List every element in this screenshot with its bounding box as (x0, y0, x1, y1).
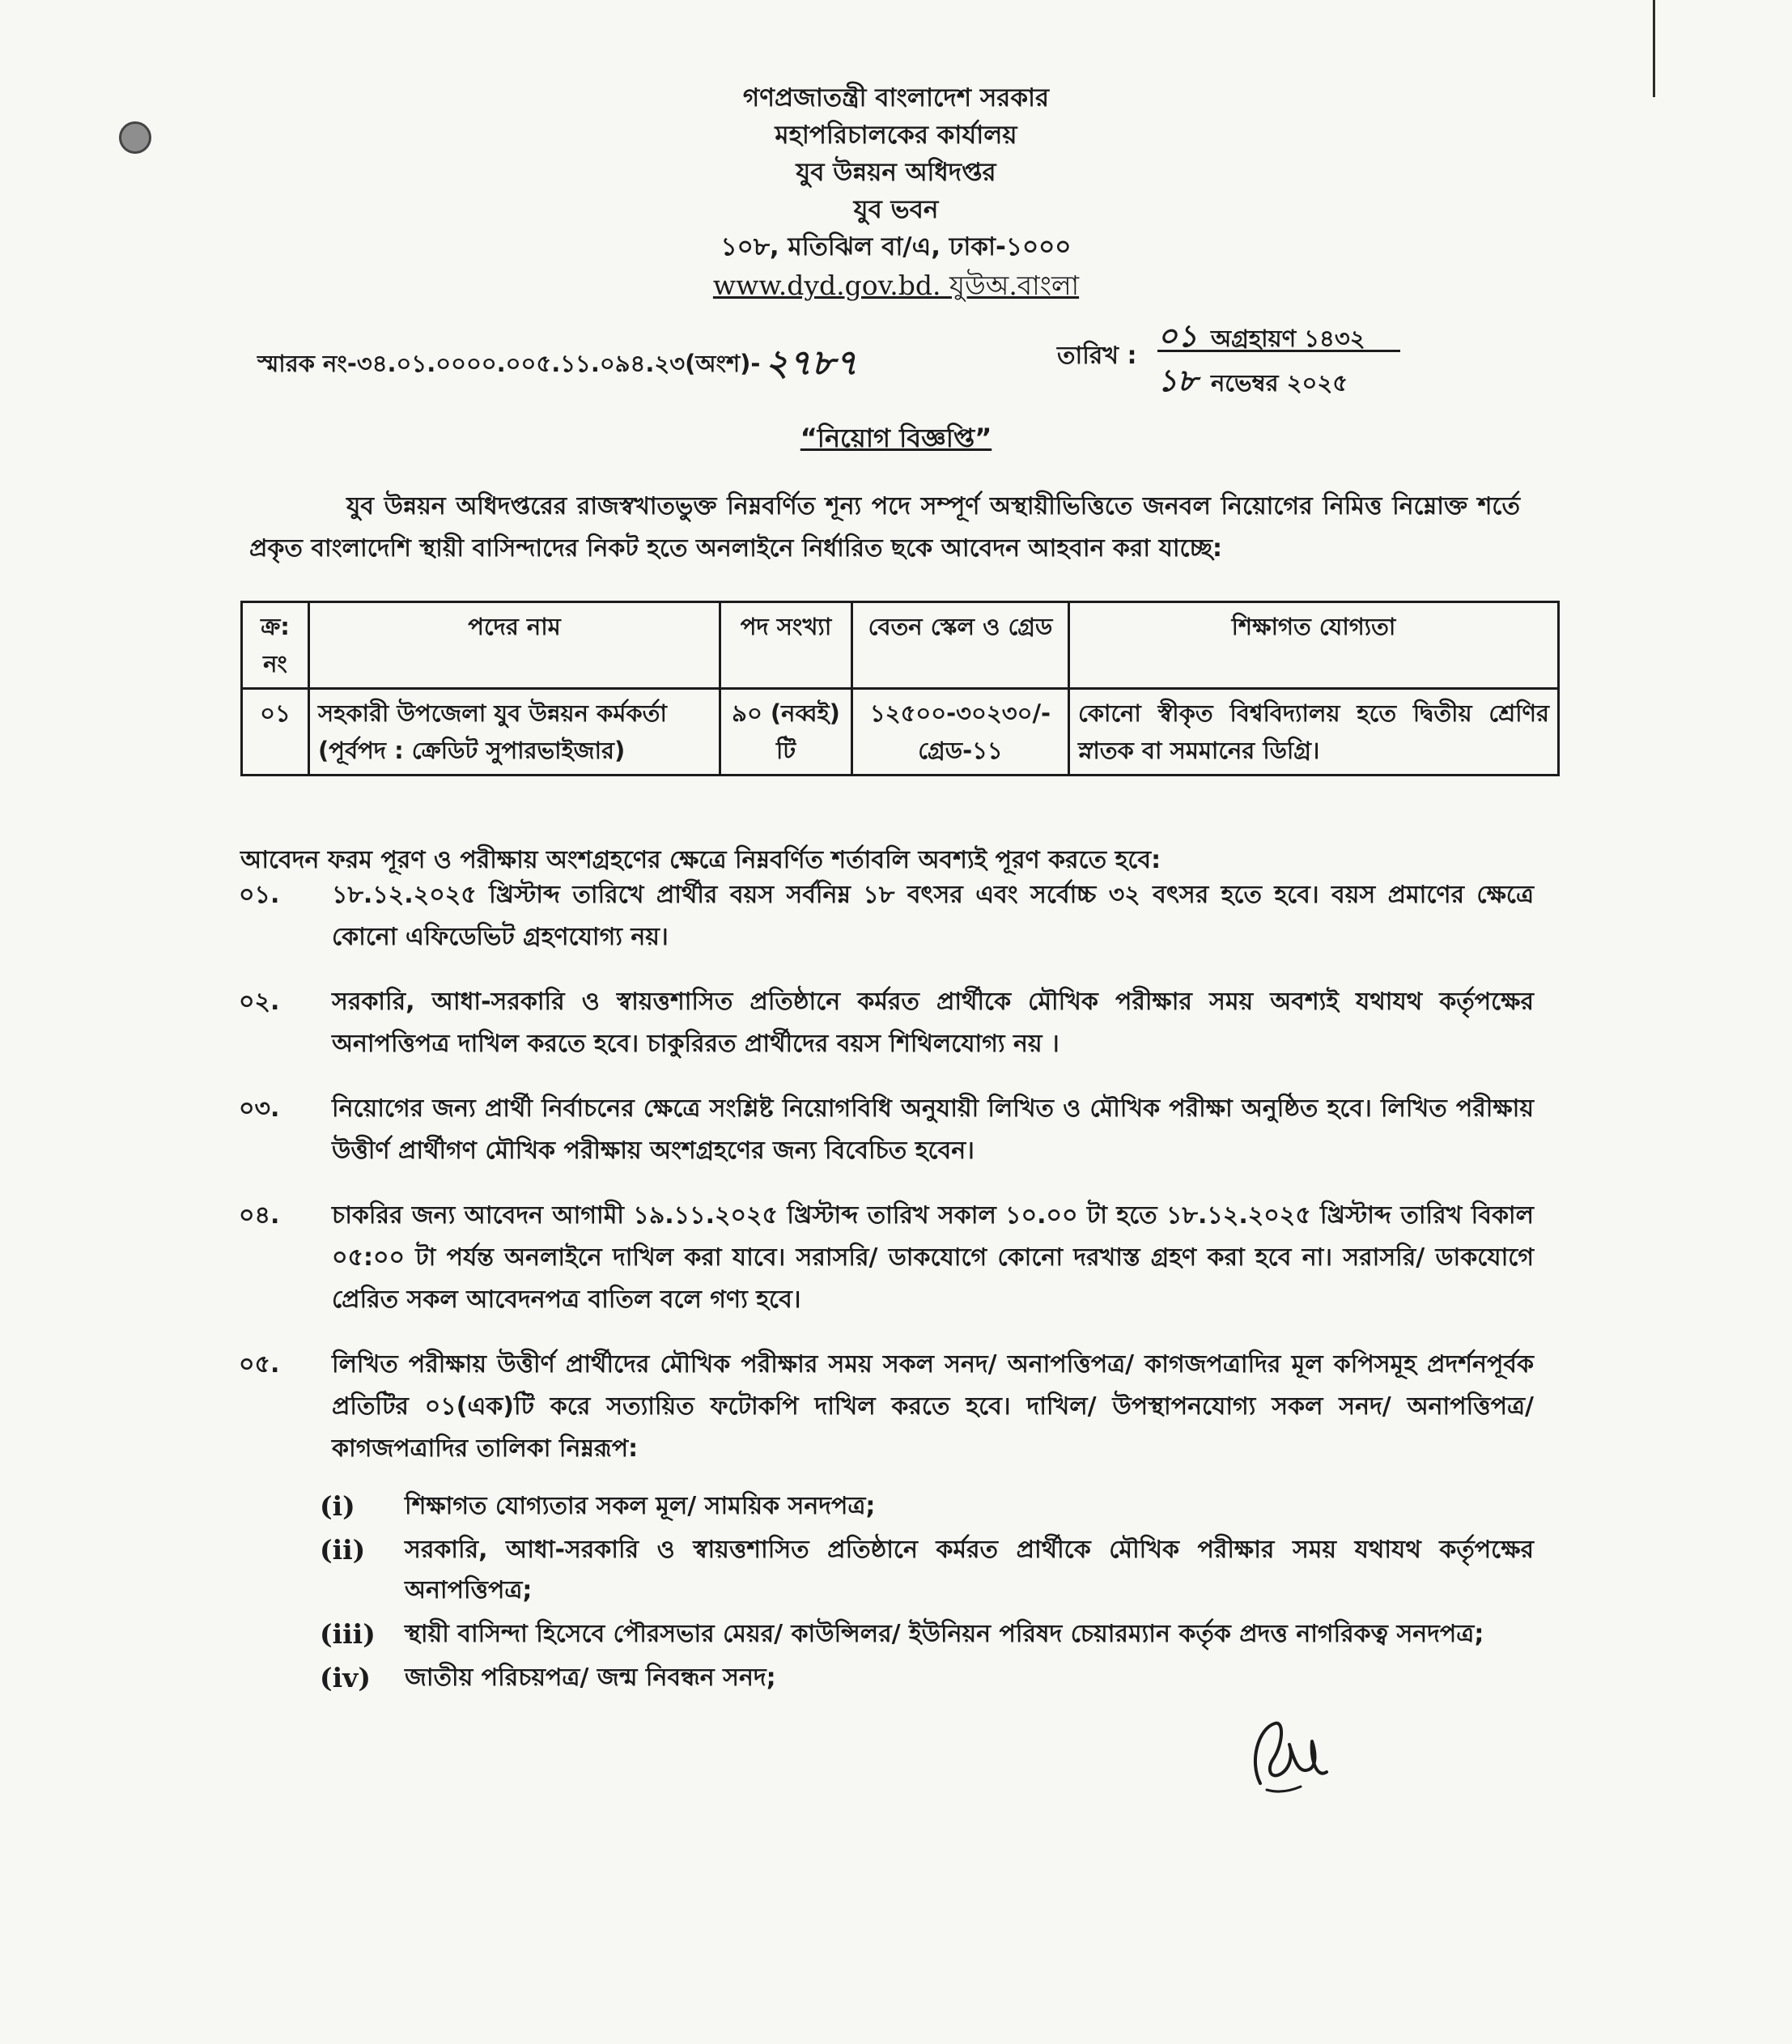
list-item (231, 874, 1534, 958)
header-line-government: গণপ্রজাতন্ত্রী বাংলাদেশ সরকার (742, 83, 1050, 113)
posts-table-header-row (242, 602, 1559, 689)
date-bangla (1157, 312, 1400, 354)
header-line-department: যুব উন্নয়ন অধিদপ্তর (796, 158, 996, 187)
list-item (320, 1486, 1534, 1527)
col-header-qualification: শিক্ষাগত যোগ্যতা (1069, 602, 1559, 689)
list-item (231, 1195, 1534, 1321)
cell-qualification: কোনো স্বীকৃত বিশ্ববিদ্যালয় হতে দ্বিতীয় শ্রেণির স্নাতক বা সমমানের ডিগ্রি। (1069, 689, 1559, 776)
table-row (242, 689, 1559, 776)
header-website: www.dyd.gov.bd. যুউঅ.বাংলা (712, 270, 1080, 301)
col-header-post-name: পদের নাম (309, 602, 720, 689)
condition-number: ০৫. (239, 1350, 280, 1379)
sub-item-text: সরকারি, আধা-সরকারি ও স্বায়ত্তশাসিত প্রতিষ্ঠানে কর্মরত প্রার্থীকে মৌখিক পরীক্ষার সময় যথাযথ কর্তৃপক্ষের অনাপত্তিপত্র; (405, 1536, 1534, 1604)
condition-text: লিখিত পরীক্ষায় উত্তীর্ণ প্রার্থীদের মৌখিক পরীক্ষার সময় সকল সনদ/ অনাপত্তিপত্র/ কাগজপত্রাদির মূল কপিসমূহ প্রদর্শনপূর্বক প্রতিটির ০১(এক)টি করে সত্যায়িত ফটোকপি দাখিল করতে হবে। দাখিল/ উপস্থাপনযোগ্য সকল সনদ/ অনাপত্তিপত্র/ কাগজপত্রাদির তালিকা নিম্নরূপ: (332, 1350, 1534, 1463)
condition-number: ০২. (239, 988, 280, 1016)
sub-item-text: জাতীয় পরিচয়পত্র/ জন্ম নিবন্ধন সনদ; (405, 1664, 776, 1692)
col-header-scale: বেতন স্কেল ও গ্রেড (852, 602, 1069, 689)
sub-item-text: স্থায়ী বাসিন্দা হিসেবে পৌরসভার মেয়র/ কাউন্সিলর/ ইউনিয়ন পরিষদ চেয়ারম্যান কর্তৃক প্রদত্ত নাগরিকত্ব সনদপত্র; (405, 1620, 1484, 1648)
memo-label: স্মারক নং-৩৪.০১.০০০০.০০৫.১১.০৯৪.২৩(অংশ)- (257, 350, 761, 377)
conditions-intro: আবেদন ফরম পূরণ ও পরীক্ষায় অংশগ্রহণের ক্ষেত্রে নিম্নবর্ণিত শর্তাবলি অবশ্যই পূরণ করতে হবে: (240, 846, 1161, 874)
cell-serial: ০১ (242, 689, 309, 776)
condition-number: ০১. (239, 881, 280, 909)
date-english (1157, 357, 1400, 398)
posts-table (240, 601, 1560, 776)
cell-scale: ১২৫০০-৩০২৩০/- গ্রেড-১১ (852, 689, 1069, 776)
notice-title (0, 418, 1792, 461)
sub-item-number: (i) (320, 1490, 355, 1522)
list-item (320, 1614, 1534, 1655)
header-line-building: যুব ভবন (853, 195, 939, 224)
sub-item-number: (iii) (320, 1618, 376, 1650)
condition-number: ০৪. (239, 1201, 280, 1230)
list-item (231, 981, 1534, 1065)
condition-text: নিয়োগের জন্য প্রার্থী নির্বাচনের ক্ষেত্রে সংশ্লিষ্ট নিয়োগবিধি অনুযায়ী লিখিত ও মৌখিক পরীক্ষা অনুষ্ঠিত হবে। লিখিত পরীক্ষায় উত্তীর্ণ প্রার্থীগণ মৌখিক পরীক্ষায় অংশগ্রহণের জন্য বিবেচিত হবেন। (332, 1094, 1534, 1165)
condition-text: সরকারি, আধা-সরকারি ও স্বায়ত্তশাসিত প্রতিষ্ঠানে কর্মরত প্রার্থীকে মৌখিক পরীক্ষার সময় অবশ্যই যথাযথ কর্তৃপক্ষের অনাপত্তিপত্র দাখিল করতে হবে। চাকুরিরত প্রার্থীদের বয়স শিথিলযোগ্য নয় । (332, 988, 1534, 1058)
conditions-list (231, 874, 1534, 1721)
sub-item-text: শিক্ষাগত যোগ্যতার সকল মূল/ সাময়িক সনদপত্র; (405, 1492, 876, 1520)
list-item (320, 1658, 1534, 1698)
list-item (231, 1088, 1534, 1172)
signature-icon (1242, 1712, 1340, 1801)
date-english-month-year: নভেম্বর ২০২৫ (1211, 369, 1348, 397)
date-english-day: ১৮ (1157, 362, 1198, 398)
condition-text: ১৮.১২.২০২৫ খ্রিস্টাব্দ তারিখে প্রার্থীর বয়স সর্বনিম্ন ১৮ বৎসর এবং সর্বোচ্চ ৩২ বৎসর হতে হবে। বয়স প্রমাণের ক্ষেত্রে কোনো এফিডেভিট গ্রহণযোগ্য নয়। (332, 881, 1534, 951)
date-label: তারিখ : (1057, 342, 1137, 370)
notice-title-text: “নিয়োগ বিজ্ঞপ্তি” (800, 423, 992, 453)
list-item (320, 1530, 1534, 1611)
letterhead (0, 79, 1792, 306)
header-line-address: ১০৮, মতিঝিল বা/এ, ঢাকা-১০০০ (720, 232, 1072, 261)
memo-handwritten-number: ২৭৮৭ (765, 342, 858, 384)
condition-text: চাকরির জন্য আবেদন আগামী ১৯.১১.২০২৫ খ্রিস্টাব্দ তারিখ সকাল ১০.০০ টা হতে ১৮.১২.২০২৫ খ্রিস্টাব্দ তারিখ বিকাল ০৫:০০ টা পর্যন্ত অনলাইনে দাখিল করা যাবে। সরাসরি/ ডাকযোগে কোনো দরখাস্ত গ্রহণ করা হবে না। সরাসরি/ ডাকযোগে প্রেরিত সকল আবেদনপত্র বাতিল বলে গণ্য হবে। (332, 1201, 1534, 1314)
date-bangla-month-year: অগ্রহায়ণ ১৪৩২ (1211, 325, 1365, 352)
list-item (231, 1344, 1534, 1698)
intro-paragraph: যুব উন্নয়ন অধিদপ্তরের রাজস্বখাতভুক্ত নিম্নবর্ণিত শূন্য পদে সম্পূর্ণ অস্থায়ীভিত্তিতে জনবল নিয়োগের নিমিত্ত নিম্নোক্ত শর্তে প্রকৃত বাংলাদেশি স্থায়ী বাসিন্দাদের নিকট হতে অনলাইনে নির্ধারিত ছকে আবেদন আহবান করা যাচ্ছে: (249, 492, 1520, 563)
col-header-count: পদ সংখ্যা (720, 602, 852, 689)
sub-item-number: (ii) (320, 1534, 366, 1566)
cell-count: ৯০ (নব্বই) টি (720, 689, 852, 776)
memo-number (257, 336, 858, 395)
header-line-office: মহাপরিচালকের কার্যালয় (775, 121, 1017, 150)
col-header-serial: ক্র: নং (242, 602, 309, 689)
date-bangla-day: ০১ (1157, 317, 1198, 354)
cell-post-name: সহকারী উপজেলা যুব উন্নয়ন কর্মকর্তা (পূর্বপদ : ক্রেডিট সুপারভাইজার) (309, 689, 720, 776)
date-block (1157, 312, 1400, 398)
document-list (320, 1486, 1534, 1698)
condition-number: ০৩. (239, 1094, 280, 1123)
sub-item-number: (iv) (320, 1662, 371, 1693)
